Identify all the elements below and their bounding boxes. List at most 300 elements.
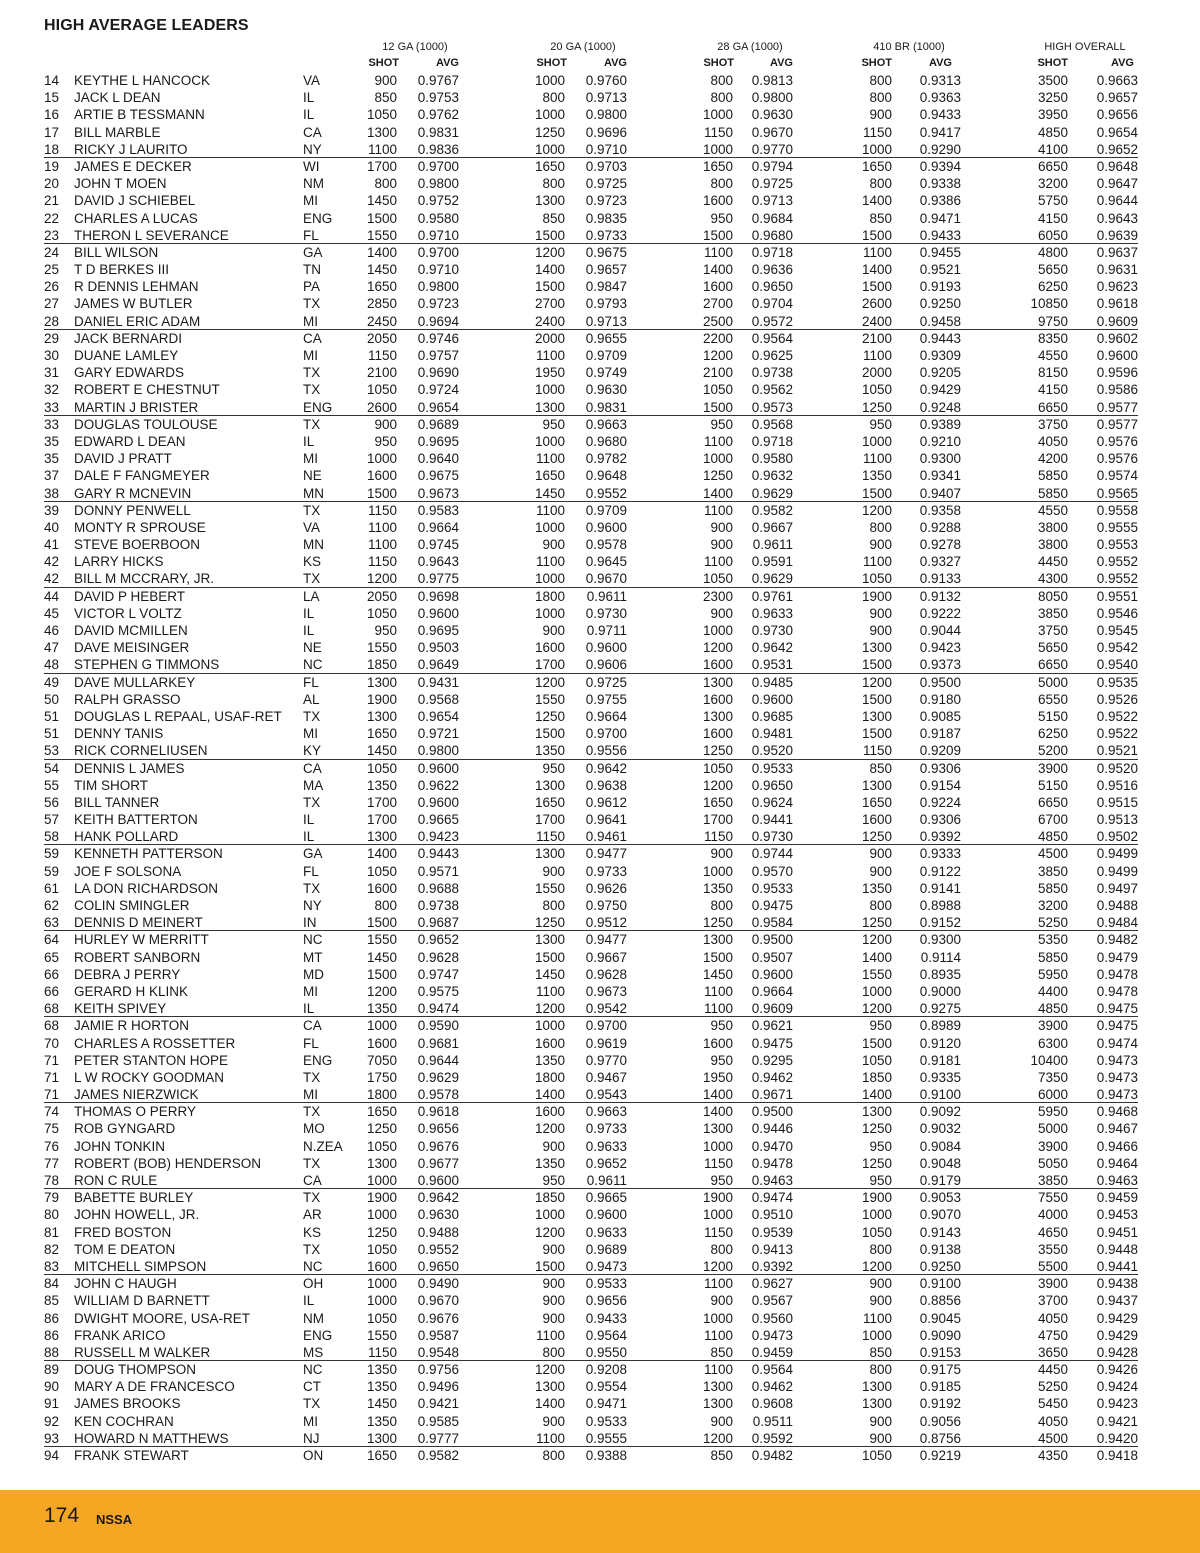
state-cell: ENG: [303, 1052, 333, 1068]
shot-410-cell: 800: [869, 73, 892, 88]
shot-28ga-cell: 1300: [702, 674, 733, 690]
avg-28ga-cell: 0.9650: [751, 777, 793, 793]
avg-20ga-cell: 0.9782: [585, 451, 627, 467]
shot-overall-cell: 3850: [1037, 605, 1068, 621]
rank-cell: 93: [44, 1430, 60, 1446]
avg-28ga-cell: 0.9564: [751, 1362, 793, 1378]
avg-overall-cell: 0.9647: [1096, 176, 1138, 192]
shot-overall-cell: 6000: [1037, 1087, 1068, 1103]
shot-410-cell: 2000: [861, 365, 892, 381]
table-row: [0, 1344, 1200, 1361]
table-row: [0, 1035, 1200, 1052]
shot-28ga-cell: 2500: [702, 313, 733, 329]
state-cell: IL: [303, 1293, 315, 1309]
avg-12ga-cell: 0.9831: [417, 124, 459, 140]
footer-band: [0, 1490, 1200, 1553]
shot-overall-cell: 5850: [1037, 880, 1068, 896]
shot-12ga-cell: 1600: [366, 1258, 397, 1274]
shooter-name-cell: DEBRA J PERRY: [74, 966, 181, 982]
shot-12ga-cell: 800: [374, 898, 397, 913]
shot-overall-cell: 6250: [1037, 279, 1068, 295]
avg-20ga-cell: 0.9626: [585, 880, 627, 896]
shooter-name-cell: DAVID P HEBERT: [74, 588, 186, 604]
shooter-name-cell: KEN COCHRAN: [74, 1413, 174, 1429]
shot-overall-cell: 6250: [1037, 726, 1068, 742]
shot-20ga-cell: 1250: [534, 708, 565, 724]
rank-cell: 15: [44, 90, 60, 106]
avg-28ga-cell: 0.9591: [751, 554, 793, 570]
shooter-name-cell: DAVID MCMILLEN: [74, 623, 188, 638]
avg-410-cell: 0.9300: [919, 451, 961, 467]
shot-28ga-cell: 1650: [702, 794, 733, 810]
shot-12ga-cell: 1650: [366, 1104, 397, 1120]
shot-20ga-cell: 1300: [534, 846, 565, 862]
avg-12ga-cell: 0.9767: [417, 73, 459, 88]
shot-12ga-cell: 1500: [366, 966, 397, 982]
avg-410-cell: 0.8988: [919, 898, 961, 913]
shot-28ga-cell: 1050: [702, 382, 733, 398]
shot-overall-cell: 4850: [1037, 829, 1068, 845]
shot-410-cell: 1250: [861, 829, 892, 845]
shot-20ga-cell: 1300: [534, 1379, 565, 1395]
shooter-name-cell: JOHN C HAUGH: [74, 1276, 177, 1292]
avg-overall-cell: 0.9484: [1096, 915, 1138, 931]
state-cell: AL: [303, 691, 320, 707]
shot-28ga-cell: 2300: [702, 588, 733, 604]
table-row: [0, 313, 1200, 330]
rank-cell: 35: [44, 433, 60, 449]
shot-20ga-cell: 1000: [534, 73, 565, 88]
avg-12ga-cell: 0.9673: [417, 485, 459, 501]
shot-12ga-cell: 1050: [366, 605, 397, 621]
shot-20ga-cell: 1650: [534, 468, 565, 484]
avg-12ga-cell: 0.9652: [417, 932, 459, 948]
avg-28ga-cell: 0.9470: [751, 1138, 793, 1154]
shooter-name-cell: JOHN T MOEN: [74, 176, 167, 192]
shot-28ga-cell: 1000: [702, 1310, 733, 1326]
avg-28ga-cell: 0.9533: [751, 880, 793, 896]
subheader-shot: SHOT: [861, 57, 892, 69]
shot-overall-cell: 4300: [1037, 571, 1068, 587]
avg-28ga-cell: 0.9608: [751, 1396, 793, 1412]
state-cell: TX: [303, 1241, 321, 1257]
avg-12ga-cell: 0.9642: [417, 1190, 459, 1206]
shot-410-cell: 1200: [861, 674, 892, 690]
shot-12ga-cell: 1150: [367, 502, 397, 518]
avg-20ga-cell: 0.9477: [585, 932, 627, 948]
avg-410-cell: 0.9175: [919, 1362, 961, 1378]
table-row: [0, 1361, 1200, 1378]
shot-410-cell: 1000: [861, 1327, 892, 1343]
avg-410-cell: 0.9181: [919, 1052, 961, 1068]
brand-label: NSSA: [96, 1512, 133, 1527]
avg-12ga-cell: 0.9746: [417, 330, 459, 346]
shooter-name-cell: BILL WILSON: [74, 244, 159, 260]
avg-12ga-cell: 0.9753: [417, 90, 459, 106]
rank-cell: 46: [44, 623, 60, 638]
shot-20ga-cell: 900: [542, 1241, 565, 1257]
shot-12ga-cell: 1350: [366, 1379, 397, 1395]
shot-overall-cell: 5750: [1037, 193, 1068, 209]
table-row: [0, 1086, 1200, 1103]
shot-overall-cell: 4050: [1037, 433, 1068, 449]
shot-28ga-cell: 1050: [702, 760, 733, 776]
shot-410-cell: 950: [869, 416, 892, 432]
shot-28ga-cell: 1700: [702, 812, 733, 828]
avg-28ga-cell: 0.9584: [751, 915, 793, 931]
avg-12ga-cell: 0.9762: [417, 107, 459, 123]
shot-overall-cell: 3900: [1037, 1138, 1068, 1154]
shot-410-cell: 1100: [862, 554, 892, 570]
state-cell: NJ: [303, 1430, 320, 1446]
state-cell: OH: [303, 1276, 324, 1292]
rank-cell: 80: [44, 1207, 60, 1223]
shot-12ga-cell: 1400: [366, 846, 397, 862]
avg-28ga-cell: 0.9642: [751, 640, 793, 656]
shot-overall-cell: 5150: [1037, 777, 1068, 793]
table-row: [0, 89, 1200, 106]
shot-28ga-cell: 1400: [702, 1087, 733, 1103]
shot-12ga-cell: 1750: [366, 1069, 397, 1085]
shot-12ga-cell: 1150: [367, 348, 397, 363]
shot-410-cell: 1300: [861, 708, 892, 724]
avg-28ga-cell: 0.9684: [751, 210, 793, 226]
state-cell: TX: [303, 1069, 321, 1085]
avg-20ga-cell: 0.9633: [585, 1224, 627, 1240]
avg-28ga-cell: 0.9730: [751, 623, 793, 638]
table-row: [0, 467, 1200, 484]
avg-28ga-cell: 0.9580: [751, 451, 793, 467]
shot-28ga-cell: 2100: [702, 365, 733, 381]
shot-410-cell: 1100: [862, 451, 892, 467]
state-cell: ENG: [303, 210, 333, 226]
state-cell: FL: [303, 863, 319, 879]
shot-12ga-cell: 1300: [366, 708, 397, 724]
avg-28ga-cell: 0.9510: [751, 1207, 793, 1223]
avg-410-cell: 0.9341: [919, 468, 961, 484]
shot-28ga-cell: 1600: [702, 1035, 733, 1051]
shot-20ga-cell: 2700: [534, 296, 565, 312]
shooter-name-cell: KENNETH PATTERSON: [74, 846, 223, 862]
rank-cell: 44: [44, 588, 60, 604]
shot-410-cell: 900: [869, 1413, 892, 1429]
shot-12ga-cell: 1600: [366, 880, 397, 896]
avg-20ga-cell: 0.9578: [585, 537, 627, 553]
avg-28ga-cell: 0.9630: [751, 107, 793, 123]
shot-20ga-cell: 850: [542, 210, 565, 226]
shot-20ga-cell: 1350: [534, 1155, 565, 1171]
rank-cell: 20: [44, 176, 60, 192]
avg-28ga-cell: 0.9474: [751, 1190, 793, 1206]
shot-28ga-cell: 1450: [702, 966, 733, 982]
avg-20ga-cell: 0.9612: [585, 794, 627, 810]
shooter-name-cell: RON C RULE: [74, 1173, 158, 1188]
rank-cell: 57: [44, 812, 60, 828]
state-cell: KY: [303, 743, 322, 759]
shot-12ga-cell: 950: [374, 433, 397, 449]
shooter-name-cell: JAMES BROOKS: [74, 1396, 181, 1412]
avg-overall-cell: 0.9555: [1096, 519, 1138, 535]
avg-20ga-cell: 0.9542: [585, 1001, 627, 1017]
avg-28ga-cell: 0.9664: [751, 983, 793, 999]
shot-overall-cell: 3850: [1037, 1173, 1068, 1188]
avg-410-cell: 0.8856: [919, 1293, 961, 1309]
shooter-name-cell: JOHN TONKIN: [74, 1138, 166, 1154]
shot-28ga-cell: 1100: [703, 433, 733, 449]
table-row: [0, 519, 1200, 536]
state-cell: CA: [303, 1173, 322, 1188]
avg-28ga-cell: 0.9531: [751, 657, 793, 673]
shot-12ga-cell: 1050: [366, 760, 397, 776]
avg-20ga-cell: 0.9730: [585, 605, 627, 621]
avg-overall-cell: 0.9535: [1096, 674, 1138, 690]
table-row: [0, 914, 1200, 931]
shot-410-cell: 1850: [861, 1069, 892, 1085]
table-row: [0, 1017, 1200, 1034]
shot-410-cell: 1000: [861, 1207, 892, 1223]
avg-12ga-cell: 0.9836: [417, 141, 459, 157]
shot-overall-cell: 5000: [1037, 674, 1068, 690]
group-header-410br: 410 BR (1000): [873, 41, 945, 53]
avg-12ga-cell: 0.9694: [417, 313, 459, 329]
shot-28ga-cell: 1000: [702, 141, 733, 157]
shot-overall-cell: 4400: [1037, 983, 1068, 999]
shot-overall-cell: 3700: [1037, 1293, 1068, 1309]
avg-overall-cell: 0.9596: [1096, 365, 1138, 381]
shot-12ga-cell: 7050: [366, 1052, 397, 1068]
shot-overall-cell: 3200: [1037, 898, 1068, 913]
avg-28ga-cell: 0.9485: [751, 674, 793, 690]
avg-28ga-cell: 0.9629: [751, 485, 793, 501]
avg-410-cell: 0.9090: [919, 1327, 961, 1343]
avg-12ga-cell: 0.9747: [417, 966, 459, 982]
shot-410-cell: 1000: [861, 141, 892, 157]
avg-410-cell: 0.9392: [919, 829, 961, 845]
avg-overall-cell: 0.9475: [1096, 1001, 1138, 1017]
shot-12ga-cell: 1300: [366, 1155, 397, 1171]
avg-28ga-cell: 0.9713: [751, 193, 793, 209]
avg-12ga-cell: 0.9665: [417, 812, 459, 828]
avg-12ga-cell: 0.9644: [417, 1052, 459, 1068]
shot-28ga-cell: 1600: [702, 657, 733, 673]
avg-28ga-cell: 0.9621: [751, 1018, 793, 1034]
avg-overall-cell: 0.9468: [1096, 1104, 1138, 1120]
shooter-name-cell: KEITH SPIVEY: [74, 1001, 167, 1017]
shot-410-cell: 1050: [861, 571, 892, 587]
shot-410-cell: 1250: [861, 1155, 892, 1171]
shot-20ga-cell: 1200: [534, 1224, 565, 1240]
shot-28ga-cell: 1250: [702, 915, 733, 931]
shot-410-cell: 1900: [861, 588, 892, 604]
avg-overall-cell: 0.9441: [1096, 1258, 1138, 1274]
avg-overall-cell: 0.9586: [1096, 382, 1138, 398]
table-row: [0, 124, 1200, 141]
shot-28ga-cell: 850: [710, 1448, 733, 1463]
shot-overall-cell: 4200: [1037, 451, 1068, 467]
avg-overall-cell: 0.9420: [1096, 1430, 1138, 1446]
avg-overall-cell: 0.9437: [1096, 1293, 1138, 1309]
avg-28ga-cell: 0.9609: [751, 1001, 793, 1017]
shot-overall-cell: 4450: [1037, 554, 1068, 570]
rank-cell: 49: [44, 674, 60, 690]
shot-410-cell: 1500: [861, 485, 892, 501]
state-cell: NM: [303, 176, 324, 192]
avg-410-cell: 0.9373: [919, 657, 961, 673]
shot-20ga-cell: 1550: [534, 880, 565, 896]
avg-12ga-cell: 0.9675: [417, 468, 459, 484]
avg-28ga-cell: 0.9446: [751, 1121, 793, 1137]
avg-20ga-cell: 0.9835: [585, 210, 627, 226]
shot-20ga-cell: 1000: [534, 605, 565, 621]
shot-28ga-cell: 800: [710, 176, 733, 192]
shot-12ga-cell: 2100: [366, 365, 397, 381]
avg-overall-cell: 0.9576: [1096, 433, 1138, 449]
shot-overall-cell: 7350: [1037, 1069, 1068, 1085]
avg-12ga-cell: 0.9622: [417, 777, 459, 793]
avg-12ga-cell: 0.9585: [417, 1413, 459, 1429]
shot-20ga-cell: 1300: [534, 193, 565, 209]
avg-410-cell: 0.9045: [919, 1310, 961, 1326]
shooter-name-cell: BILL TANNER: [74, 794, 160, 810]
shot-410-cell: 1500: [861, 691, 892, 707]
avg-410-cell: 0.9313: [919, 73, 961, 88]
rank-cell: 21: [44, 193, 60, 209]
state-cell: NE: [303, 640, 322, 656]
state-cell: NM: [303, 1310, 324, 1326]
shot-28ga-cell: 900: [710, 1293, 733, 1309]
rank-cell: 59: [44, 846, 60, 862]
avg-410-cell: 0.9224: [919, 794, 961, 810]
shooter-name-cell: STEVE BOERBOON: [74, 537, 201, 553]
avg-20ga-cell: 0.9713: [585, 313, 627, 329]
shot-20ga-cell: 1800: [534, 1069, 565, 1085]
shot-overall-cell: 4500: [1037, 846, 1068, 862]
shot-28ga-cell: 1100: [703, 1327, 733, 1343]
shooter-name-cell: CHARLES A LUCAS: [74, 210, 198, 226]
avg-410-cell: 0.9133: [919, 571, 961, 587]
avg-overall-cell: 0.9488: [1096, 898, 1138, 913]
shot-overall-cell: 3950: [1037, 107, 1068, 123]
shot-overall-cell: 3900: [1037, 1276, 1068, 1292]
avg-12ga-cell: 0.9757: [417, 348, 459, 363]
avg-overall-cell: 0.9631: [1096, 262, 1138, 278]
group-header-high-overall: HIGH OVERALL: [1044, 41, 1126, 53]
avg-20ga-cell: 0.9642: [585, 760, 627, 776]
avg-overall-cell: 0.9565: [1096, 485, 1138, 501]
table-row: [0, 1327, 1200, 1344]
avg-28ga-cell: 0.9650: [751, 279, 793, 295]
shot-12ga-cell: 1500: [366, 210, 397, 226]
shot-410-cell: 900: [869, 605, 892, 621]
shot-20ga-cell: 2000: [534, 330, 565, 346]
avg-overall-cell: 0.9648: [1096, 158, 1138, 174]
shot-28ga-cell: 1050: [702, 571, 733, 587]
shooter-name-cell: DAVE MULLARKEY: [74, 674, 196, 690]
shot-410-cell: 1250: [861, 1121, 892, 1137]
avg-28ga-cell: 0.9592: [751, 1430, 793, 1446]
shot-28ga-cell: 1100: [703, 983, 733, 999]
table-row: [0, 1378, 1200, 1395]
avg-410-cell: 0.9423: [919, 640, 961, 656]
shot-overall-cell: 4500: [1037, 1430, 1068, 1446]
table-row: [0, 777, 1200, 794]
avg-20ga-cell: 0.9633: [585, 1138, 627, 1154]
avg-20ga-cell: 0.9611: [586, 588, 627, 604]
shot-20ga-cell: 1500: [534, 949, 565, 965]
shot-410-cell: 1350: [861, 468, 892, 484]
avg-410-cell: 0.9275: [919, 1001, 961, 1017]
avg-overall-cell: 0.9473: [1096, 1069, 1138, 1085]
state-cell: TX: [303, 502, 321, 518]
avg-12ga-cell: 0.9503: [417, 640, 459, 656]
table-row: [0, 880, 1200, 897]
avg-410-cell: 0.8989: [919, 1018, 961, 1034]
table-row: [0, 725, 1200, 742]
shot-20ga-cell: 1650: [534, 158, 565, 174]
shooter-name-cell: KEYTHE L HANCOCK: [74, 73, 211, 88]
shot-28ga-cell: 1950: [702, 1069, 733, 1085]
avg-20ga-cell: 0.9652: [585, 1155, 627, 1171]
shooter-name-cell: DWIGHT MOORE, USA-RET: [74, 1310, 251, 1326]
shot-12ga-cell: 1700: [366, 158, 397, 174]
table-row: [0, 897, 1200, 914]
subheader-shot: SHOT: [1037, 57, 1068, 69]
avg-12ga-cell: 0.9600: [417, 794, 459, 810]
table-row: [0, 141, 1200, 158]
shot-410-cell: 1100: [862, 1310, 892, 1326]
shooter-name-cell: HOWARD N MATTHEWS: [74, 1430, 229, 1446]
avg-20ga-cell: 0.9611: [586, 1173, 627, 1188]
avg-20ga-cell: 0.9461: [585, 829, 627, 845]
avg-28ga-cell: 0.9462: [751, 1069, 793, 1085]
avg-12ga-cell: 0.9690: [417, 365, 459, 381]
avg-20ga-cell: 0.9655: [585, 330, 627, 346]
shot-12ga-cell: 1000: [366, 1207, 397, 1223]
avg-20ga-cell: 0.9709: [585, 348, 627, 363]
rank-cell: 77: [44, 1155, 60, 1171]
state-cell: IN: [303, 915, 317, 931]
rank-cell: 82: [44, 1241, 60, 1257]
table-row: [0, 1000, 1200, 1017]
shot-20ga-cell: 800: [542, 898, 565, 913]
shooter-name-cell: FRED BOSTON: [74, 1224, 172, 1240]
avg-28ga-cell: 0.9725: [751, 176, 793, 192]
avg-410-cell: 0.9455: [919, 244, 961, 260]
avg-28ga-cell: 0.9671: [751, 1087, 793, 1103]
avg-410-cell: 0.9288: [919, 519, 961, 535]
avg-overall-cell: 0.9552: [1096, 554, 1138, 570]
shot-overall-cell: 6650: [1037, 158, 1068, 174]
table-row: [0, 330, 1200, 347]
avg-20ga-cell: 0.9689: [585, 1241, 627, 1257]
table-row: [0, 1275, 1200, 1292]
avg-overall-cell: 0.9552: [1096, 571, 1138, 587]
table-row: [0, 261, 1200, 278]
table-row: [0, 158, 1200, 175]
shot-20ga-cell: 1350: [534, 743, 565, 759]
shot-12ga-cell: 1550: [366, 932, 397, 948]
shot-28ga-cell: 1200: [702, 348, 733, 363]
state-cell: CA: [303, 124, 322, 140]
avg-12ga-cell: 0.9800: [417, 176, 459, 192]
rank-cell: 22: [44, 210, 60, 226]
avg-12ga-cell: 0.9587: [417, 1327, 459, 1343]
shot-410-cell: 1500: [861, 726, 892, 742]
state-cell: NY: [303, 898, 322, 913]
shot-28ga-cell: 1400: [702, 1104, 733, 1120]
shot-overall-cell: 3900: [1037, 1018, 1068, 1034]
shot-overall-cell: 10400: [1030, 1052, 1068, 1068]
